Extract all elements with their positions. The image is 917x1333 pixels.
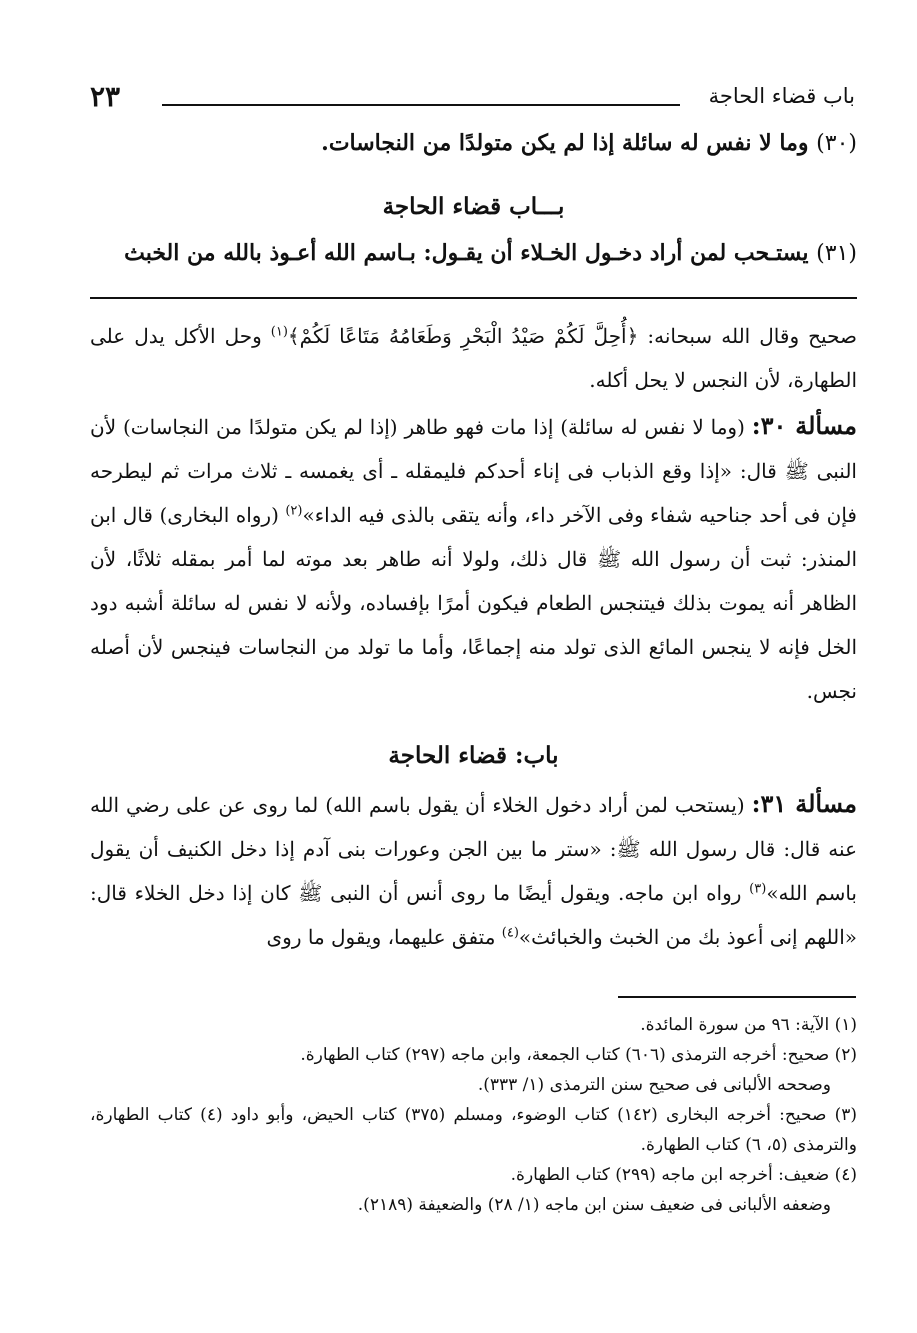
matn-text: وما لا نفس له سائلة إذا لم يكن متولدًا من النجاسات.: [321, 130, 809, 156]
chapter-title: باب قضاء الحاجة: [708, 84, 855, 108]
footnote-ref: (٢): [285, 503, 303, 519]
paragraph-text: وحل الأكل يدل على الطهارة، لأن النجس لا يحل أكله.: [90, 324, 857, 392]
footnote-ref: (١): [270, 324, 288, 340]
matn-text: يستـحب لمن أراد دخـول الخـلاء أن يقـول: بـاسم الله أعـوذ بالله من الخبث: [124, 240, 809, 266]
paragraph-text: (وما لا نفس له سائلة) إذا مات فهو طاهر (إذا لم يكن متولدًا من النجاسات) لأن النبى ﷺ قال: «إذا وقع الذباب فى إناء أحدكم فليمقله ـ أى يغمسه ـ ثلاث مرات ثم ليطرحه فإن فى أحد جناحيه شفاء وفى الآخر داء، وأنه يتقى بالذى فيه الداء»: [90, 415, 857, 527]
header-rule: [162, 104, 680, 106]
footnote-2-continuation: وصححه الألبانى فى صحيح سنن الترمذى (١/ ٣٣٣).: [477, 1075, 831, 1095]
paragraph-text: رواه ابن ماجه. ويقول أيضًا ما روى أنس أن النبى ﷺ كان إذا دخل الخلاء قال: «اللهم إنى أعوذ بك من الخبث والخبائث»: [90, 881, 857, 949]
footnote-4-continuation: وضعفه الألبانى فى ضعيف سنن ابن ماجه (١/ ٢٨) والضعيفة (٢١٨٩).: [357, 1195, 831, 1215]
masala-label: مسألة ٣٠:: [751, 411, 857, 440]
matn-item-30: [90, 130, 857, 156]
footnote-1: (١) الآية: ٩٦ من سورة المائدة.: [640, 1015, 857, 1035]
footnote-rule: [618, 996, 856, 998]
paragraph-text: متفق عليهما، ويقول ما روى: [266, 925, 502, 949]
matn-number: (٣١): [816, 241, 857, 266]
section-heading: باب: قضاء الحاجة: [388, 742, 559, 769]
footnote-ref: (٤): [501, 925, 519, 941]
masala-label: مسألة ٣١:: [751, 789, 857, 818]
commentary-paragraph: [90, 314, 857, 402]
matn-item-31: [90, 240, 857, 266]
paragraph-text: (رواه البخارى) قال ابن المنذر: ثبت أن رسول الله ﷺ قال ذلك، ولولا أنه طاهر بعد موته لما أمر بمقله ثلاثًا، لأن الظاهر أنه يموت بذلك فيتنجس الطعام فيكون أمرًا بإفساده، ولأنه لا نفس له سائلة أشبه دود الخل فإنه لا ينجس المائع الذى تولد منه إجماعًا، وأما ما تولد من النجاسات فينجس لأن أصله نجس.: [90, 503, 858, 703]
footnote-ref: (٣): [749, 881, 767, 897]
footnote-3: (٣) صحيح: أخرجه البخارى (١٤٢) كتاب الوضوء، ومسلم (٣٧٥) كتاب الحيض، وأبو داود (٤) كتاب الطهارة، والترمذى (٥، ٦) كتاب الطهارة.: [90, 1105, 857, 1155]
running-header: [90, 80, 855, 120]
footnote-2: (٢) صحيح: أخرجه الترمذى (٦٠٦) كتاب الجمعة، وابن ماجه (٢٩٧) كتاب الطهارة.: [300, 1045, 857, 1065]
paragraph-text: (يستحب لمن أراد دخول الخلاء أن يقول باسم الله) لما روى عن على رضي الله عنه قال: قال رسول الله ﷺ: «ستر ما بين الجن وعورات بنى آدم إذا دخل الكنيف أن يقول باسم الله»: [90, 793, 858, 905]
separator-rule: [90, 297, 857, 299]
commentary-paragraph: [90, 782, 857, 959]
footnotes: [90, 1010, 857, 1220]
section-heading: بـــاب قضاء الحاجة: [382, 193, 565, 220]
paragraph-text: صحيح وقال الله سبحانه: ﴿أُحِلَّ لَكُمْ صَيْدُ الْبَحْرِ وَطَعَامُهُ مَتَاعًا لَكُمْ﴾: [287, 324, 857, 348]
page-number: ٢٣: [90, 80, 121, 113]
matn-number: (٣٠): [816, 131, 857, 156]
commentary-paragraph: [90, 404, 857, 713]
footnote-4: (٤) ضعيف: أخرجه ابن ماجه (٢٩٩) كتاب الطهارة.: [510, 1165, 857, 1185]
